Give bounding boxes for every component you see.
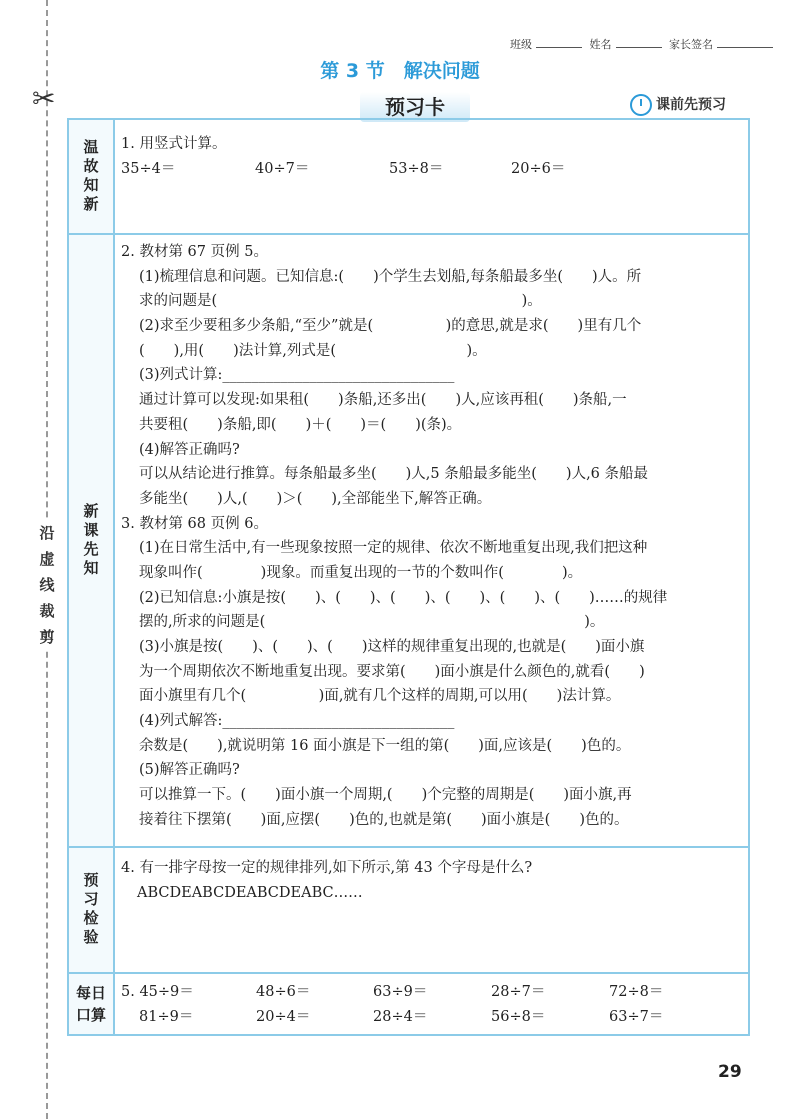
review-section: [69, 120, 748, 235]
text-line: 面小旗里有几个( )面,就有几个这样的周期,可以用( )法计算。: [139, 688, 621, 705]
text-line: 为一个周期依次不断地重复出现。要求第( )面小旗是什么颜色的,就看( ): [139, 663, 645, 680]
calc-item: 35÷4＝: [121, 160, 176, 177]
parent-sign-field[interactable]: [717, 47, 773, 48]
calc-item: 28÷4＝: [373, 1008, 428, 1025]
text-line: 余数是( ),就说明第 16 面小旗是下一组的第( )面,应该是( )色的。: [139, 737, 631, 754]
question-1-title: 1. 用竖式计算。: [121, 136, 227, 152]
calc-item: 20÷6＝: [511, 160, 566, 177]
section-title: 第 3 节 解决问题: [320, 60, 480, 82]
text-line: ( ),用( )法计算,列式是( )。: [139, 342, 487, 359]
text-line: (3)列式计算:________________________________: [139, 367, 455, 384]
text-line: (4)解答正确吗?: [139, 441, 240, 458]
question-3-title: 3. 教材第 68 页例 6。: [121, 515, 268, 532]
text-line: 接着往下摆第( )面,应摆( )色的,也就是第( )面小旗是( )色的。: [139, 811, 629, 828]
class-label: 班级: [510, 38, 532, 51]
text-line: (3)小旗是按( )、( )、( )这样的规律重复出现的,也就是( )面小旗: [139, 639, 645, 655]
text-line: (1)梳理信息和问题。已知信息:( )个学生去划船,每条船最多坐( )人。所: [139, 268, 642, 285]
student-info-fields: [510, 36, 777, 52]
daily-calc-label: 每日口算: [69, 974, 115, 1034]
preview-check-section: [69, 848, 748, 974]
text-line: 摆的,所求的问题是( )。: [139, 614, 605, 631]
text-line: (1)在日常生活中,有一些现象按照一定的规律、依次不断地重复出现,我们把这种: [139, 540, 648, 557]
question-4-title: 4. 有一排字母按一定的规律排列,如下所示,第 43 个字母是什么?: [121, 860, 533, 876]
text-line: (2)求至少要租多少条船,“至少”就是( )的意思,就是求( )里有几个: [139, 318, 642, 335]
calc-item: 20÷4＝: [256, 1008, 311, 1025]
preview-badge: [630, 94, 726, 116]
scissors-icon: ✂: [32, 82, 56, 115]
review-label: 温故知新: [69, 120, 115, 233]
calc-item: 81÷9＝: [139, 1008, 194, 1025]
calc-item: 72÷8＝: [609, 984, 664, 1000]
text-line: 求的问题是( )。: [139, 293, 542, 310]
preview-badge-label: 课前先预习: [656, 97, 726, 113]
calc-item: 28÷7＝: [491, 984, 546, 1000]
text-line: 可以从结论进行推算。每条船最多坐( )人,5 条船最多能坐( )人,6 条船最: [139, 466, 649, 483]
text-line: (2)已知信息:小旗是按( )、( )、( )、( )、( )、( )……的规律: [139, 589, 668, 606]
new-lesson-section: [69, 235, 748, 848]
calc-item: 63÷9＝: [373, 984, 428, 1000]
text-line: (4)列式解答:________________________________: [139, 713, 455, 730]
clock-icon: [630, 94, 652, 116]
preview-check-label: 预习检验: [69, 848, 115, 972]
text-line: 通过计算可以发现:如果租( )条船,还多出( )人,应该再租( )条船,一: [139, 392, 627, 409]
cut-instruction: 沿虚线裁剪: [36, 520, 58, 650]
page-number: 29: [718, 1062, 742, 1082]
new-lesson-label: 新课先知: [69, 235, 115, 846]
vertical-calc-row: [121, 157, 742, 182]
calc-item: 48÷6＝: [256, 984, 311, 1000]
daily-calc-section: [69, 974, 748, 1034]
text-line: 多能坐( )人,( )＞( ),全部能坐下,解答正确。: [139, 490, 492, 507]
card-title: 预习卡: [360, 92, 470, 122]
class-field[interactable]: [536, 47, 582, 48]
calc-item: 53÷8＝: [389, 160, 444, 177]
text-line: (5)解答正确吗?: [139, 762, 240, 779]
text-line: 共要租( )条船,即( )＋( )＝( )(条)。: [139, 416, 462, 433]
calc-item: 56÷8＝: [491, 1008, 546, 1025]
text-line: 现象叫作( )现象。而重复出现的一节的个数叫作( )。: [139, 564, 583, 581]
question-2-title: 2. 教材第 67 页例 5。: [121, 244, 268, 260]
calc-item: 63÷7＝: [609, 1008, 664, 1025]
parent-sign-label: 家长签名: [669, 38, 713, 51]
calc-item: 5. 45÷9＝: [121, 984, 194, 1000]
letter-sequence: ABCDEABCDEABCDEABC……: [137, 884, 363, 901]
text-line: 可以推算一下。( )面小旗一个周期,( )个完整的周期是( )面小旗,再: [139, 787, 632, 804]
name-field[interactable]: [616, 47, 662, 48]
calc-item: 40÷7＝: [255, 160, 310, 177]
name-label: 姓名: [589, 38, 612, 51]
